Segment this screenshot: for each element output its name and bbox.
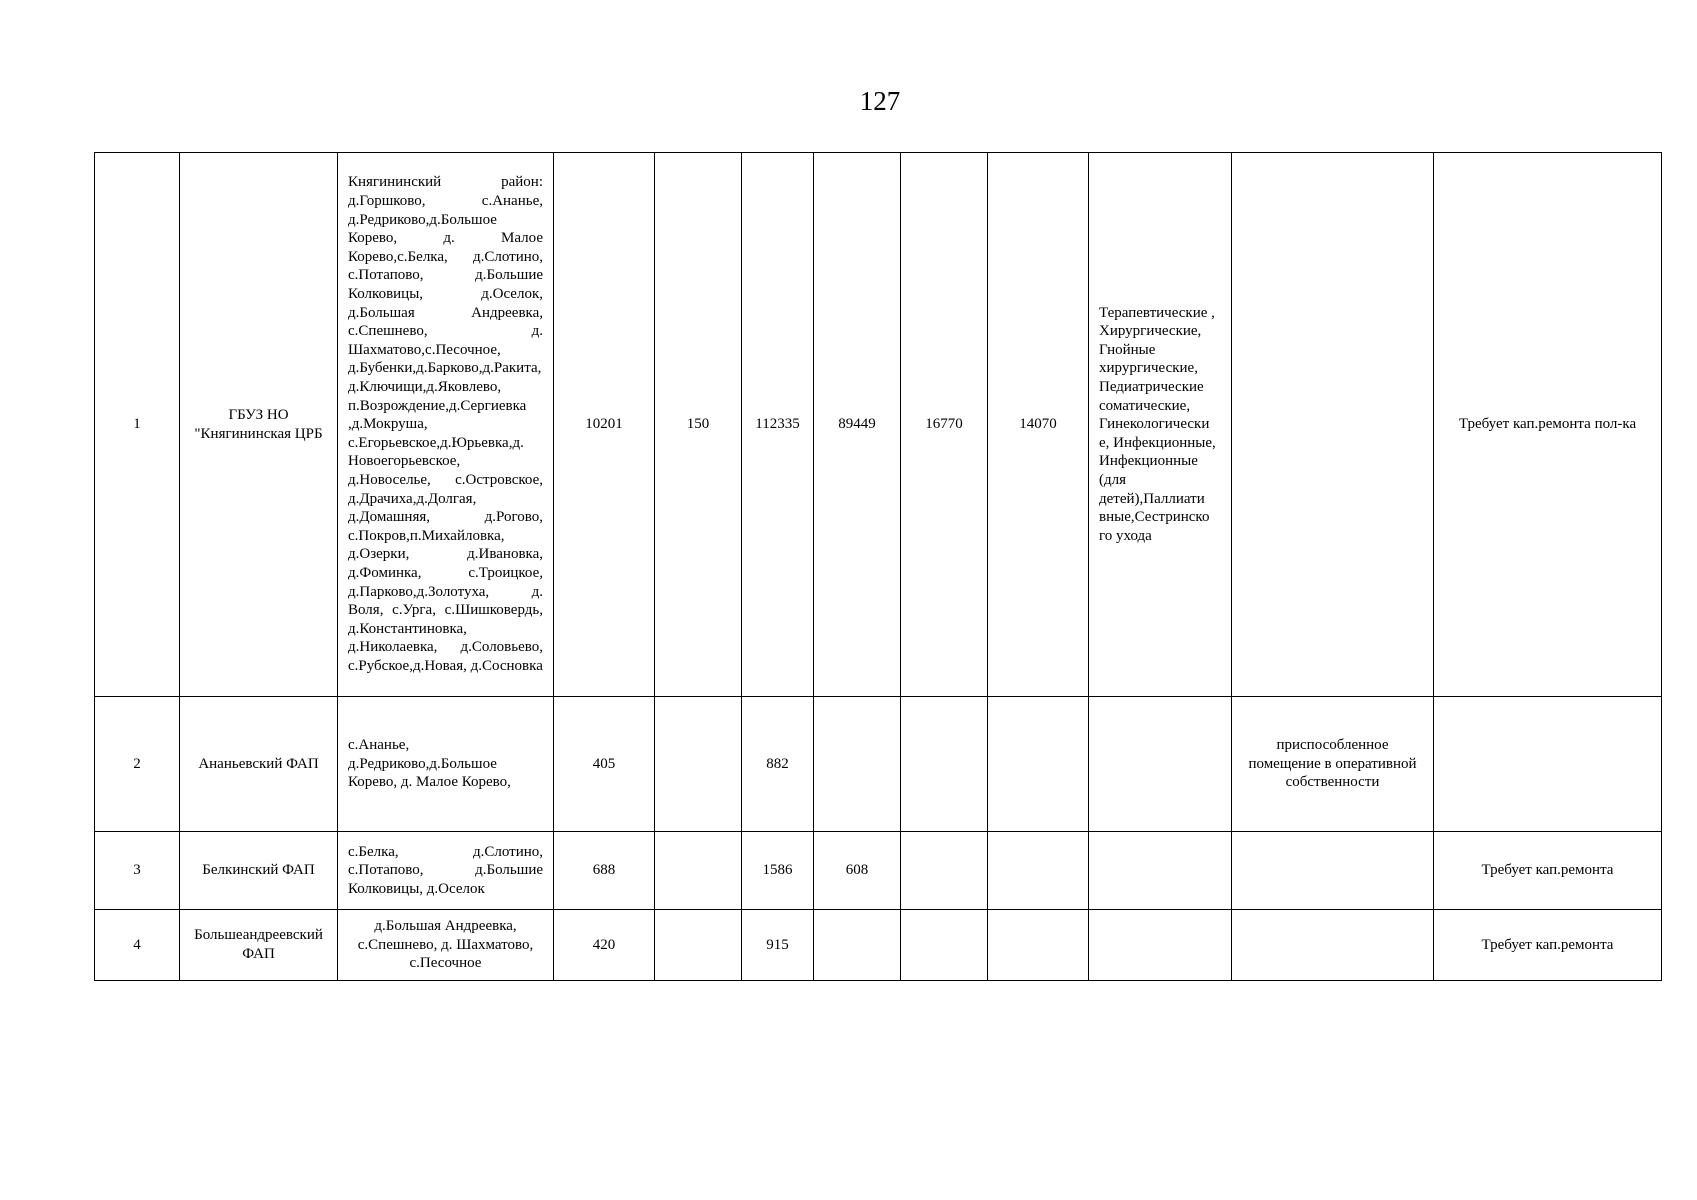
table-row	[95, 697, 1662, 832]
cell-bed-profiles	[1089, 910, 1232, 981]
cell-value	[988, 697, 1089, 832]
cell-value: 915	[742, 910, 814, 981]
cell-value: 112335	[742, 153, 814, 697]
cell-number: 2	[95, 697, 180, 832]
cell-bed-profiles	[1089, 697, 1232, 832]
cell-value	[988, 832, 1089, 910]
cell-facility-name: Ананьевский ФАП	[180, 697, 338, 832]
cell-condition	[1434, 697, 1662, 832]
facilities-table	[94, 152, 1662, 981]
cell-condition: Требует кап.ремонта	[1434, 832, 1662, 910]
table-row	[95, 910, 1662, 981]
cell-facility-name: Белкинский ФАП	[180, 832, 338, 910]
cell-value	[988, 910, 1089, 981]
cell-value	[655, 697, 742, 832]
cell-service-area: д.Большая Андреевка, с.Спешнево, д. Шахматово, с.Песочное	[338, 910, 554, 981]
cell-value: 420	[554, 910, 655, 981]
cell-value: 150	[655, 153, 742, 697]
cell-facility-name: ГБУЗ НО "Княгининская ЦРБ	[180, 153, 338, 697]
cell-value	[655, 832, 742, 910]
cell-value	[655, 910, 742, 981]
cell-value: 688	[554, 832, 655, 910]
cell-value	[901, 832, 988, 910]
cell-number: 4	[95, 910, 180, 981]
cell-value	[814, 697, 901, 832]
cell-premises	[1232, 910, 1434, 981]
cell-value: 16770	[901, 153, 988, 697]
cell-service-area: с.Белка, д.Слотино, с.Потапово, д.Большие Колковицы, д.Оселок	[338, 832, 554, 910]
cell-premises	[1232, 832, 1434, 910]
table-row	[95, 153, 1662, 697]
cell-value: 1586	[742, 832, 814, 910]
cell-value: 405	[554, 697, 655, 832]
cell-value	[901, 697, 988, 832]
cell-premises	[1232, 153, 1434, 697]
cell-value: 89449	[814, 153, 901, 697]
cell-condition: Требует кап.ремонта пол-ка	[1434, 153, 1662, 697]
cell-condition: Требует кап.ремонта	[1434, 910, 1662, 981]
page-number: 127	[859, 86, 901, 116]
cell-value: 882	[742, 697, 814, 832]
cell-bed-profiles	[1089, 832, 1232, 910]
table-row	[95, 832, 1662, 910]
cell-value	[901, 910, 988, 981]
cell-value: 14070	[988, 153, 1089, 697]
cell-number: 3	[95, 832, 180, 910]
cell-service-area: с.Ананье, д.Редриково,д.Большое Корево, д. Малое Корево,	[338, 697, 554, 832]
cell-number: 1	[95, 153, 180, 697]
cell-value	[814, 910, 901, 981]
cell-bed-profiles: Терапевтические , Хирургические, Гнойные хирургические, Педиатрические соматические, Гинекологически е, Инфекционные, Инфекционные (для детей),Паллиати вные,Сестринско го ухода	[1089, 153, 1232, 697]
cell-facility-name: Большеандреевский ФАП	[180, 910, 338, 981]
cell-value: 10201	[554, 153, 655, 697]
cell-service-area: Княгининский район: д.Горшково, с.Ананье, д.Редриково,д.Большое Корево, д. Малое Корево,с.Белка, д.Слотино, с.Потапово, д.Большие Колковицы, д.Оселок, д.Большая Андреевка, с.Спешнево, д. Шахматово,с.Песочное, д.Бубенки,д.Барково,д.Ракита,д.Ключищи,д.Яковлево, п.Возрождение,д.Сергиевка ,д.Мокруша, с.Егорьевское,д.Юрьевка,д. Новоегорьевское, д.Новоселье, с.Островское, д.Драчиха,д.Долгая, д.Домашняя, д.Рогово, с.Покров,п.Михайловка, д.Озерки, д.Ивановка, д.Фоминка, с.Троицкое, д.Парково,д.Золотуха, д. Воля, с.Урга, с.Шишковердь, д.Константиновка, д.Николаевка, д.Соловьево, с.Рубское,д.Новая, д.Сосновка	[338, 153, 554, 697]
cell-value: 608	[814, 832, 901, 910]
cell-premises: приспособленное помещение в оперативной собственности	[1232, 697, 1434, 832]
